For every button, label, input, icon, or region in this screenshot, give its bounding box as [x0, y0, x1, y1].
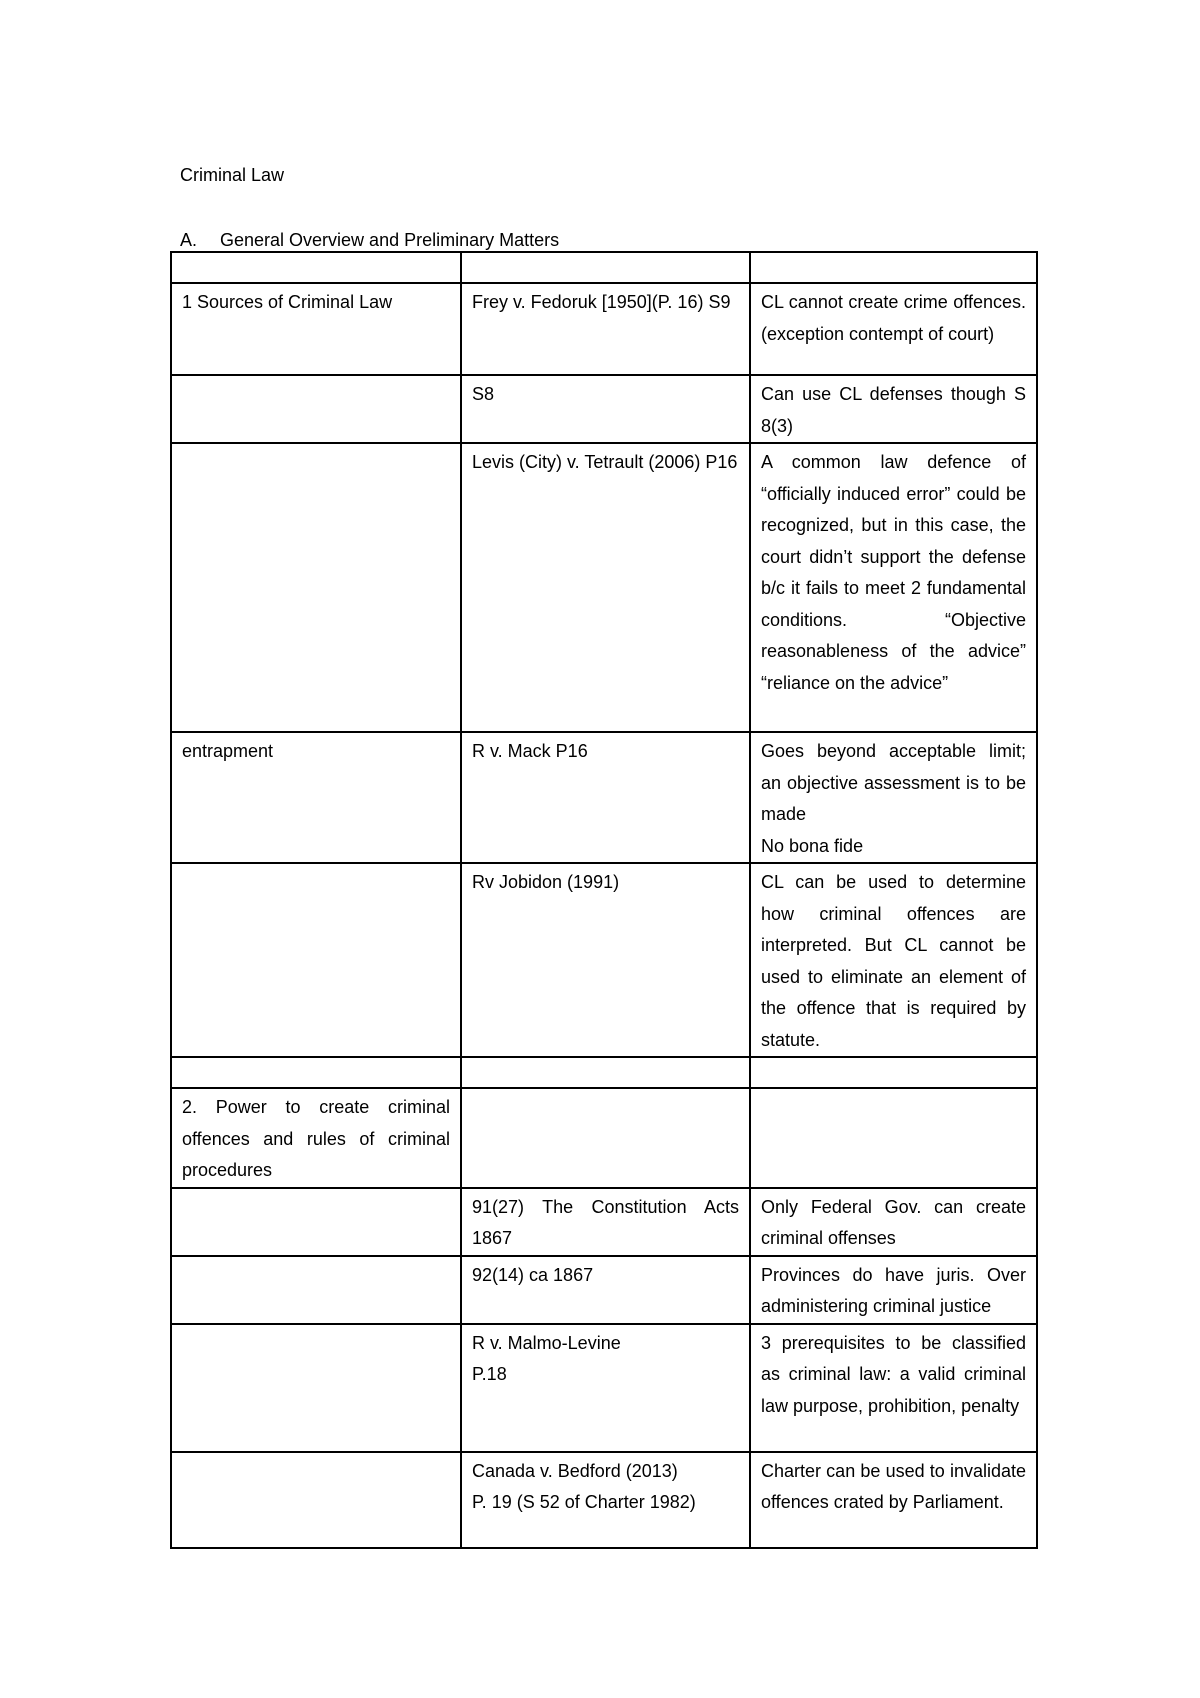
authority-cell: R v. Mack P16: [461, 732, 750, 863]
case-law-table: [170, 251, 1038, 1549]
table-row: [171, 1256, 1037, 1324]
topic-cell: 1 Sources of Criminal Law: [171, 283, 461, 375]
note-cell: CL cannot create crime offences. (exception contempt of court): [750, 283, 1037, 375]
authority-text: R v. Malmo-Levine: [472, 1332, 621, 1353]
note-cell: [750, 252, 1037, 283]
topic-cell: [171, 1188, 461, 1256]
topic-cell: [171, 443, 461, 732]
topic-cell: [171, 1452, 461, 1548]
table-row: [171, 1324, 1037, 1452]
topic-cell: [171, 863, 461, 1057]
authority-cell: 92(14) ca 1867: [461, 1256, 750, 1324]
table-row: [171, 252, 1037, 283]
authority-cell: 91(27) The Constitution Acts 1867: [461, 1188, 750, 1256]
topic-cell: entrapment: [171, 732, 461, 863]
table-row: [171, 1057, 1037, 1088]
authority-text: Canada v. Bedford (2013): [472, 1460, 678, 1481]
note-cell: Only Federal Gov. can create criminal offenses: [750, 1188, 1037, 1256]
note-cell: [750, 732, 1037, 863]
table-row: [171, 732, 1037, 863]
document-title: Criminal Law: [180, 165, 285, 185]
authority-cell: [461, 1452, 750, 1548]
table-row: [171, 1452, 1037, 1548]
note-cell: CL can be used to determine how criminal offences are interpreted. But CL cannot be used to eliminate an element of the offence that is required by statute.: [750, 863, 1037, 1057]
authority-cell: [461, 252, 750, 283]
topic-cell: [171, 1256, 461, 1324]
table-row: [171, 1088, 1037, 1188]
topic-cell: [171, 1057, 461, 1088]
note-cell: 3 prerequisites to be classified as criminal law: a valid criminal law purpose, prohibition, penalty: [750, 1324, 1037, 1452]
table-row: [171, 443, 1037, 732]
note-text: No bona fide: [761, 835, 864, 856]
authority-cell: [461, 1324, 750, 1452]
note-cell: Can use CL defenses though S 8(3): [750, 375, 1037, 443]
note-cell: Provinces do have juris. Over administering criminal justice: [750, 1256, 1037, 1324]
section-heading-text: General Overview and Preliminary Matters: [220, 230, 560, 250]
authority-cell: [461, 1057, 750, 1088]
note-text: Goes beyond acceptable limit; an objective assessment is to be made: [761, 741, 1026, 824]
section-letter: A.: [180, 230, 198, 250]
note-cell: [750, 1088, 1037, 1188]
authority-cell: Rv Jobidon (1991): [461, 863, 750, 1057]
authority-cell: Frey v. Fedoruk [1950](P. 16) S9: [461, 283, 750, 375]
note-cell: [750, 1057, 1037, 1088]
note-cell: A common law defence of “officially induced error” could be recognized, but in this case, the court didn’t support the defense b/c it fails to meet 2 fundamental conditions. “Objective reasonableness of the advice” “reliance on the advice”: [750, 443, 1037, 732]
authority-cell: [461, 1088, 750, 1188]
table-row: [171, 375, 1037, 443]
table-row: [171, 283, 1037, 375]
authority-cell: S8: [461, 375, 750, 443]
topic-cell: 2. Power to create criminal offences and rules of criminal procedures: [171, 1088, 461, 1188]
authority-text: P. 19 (S 52 of Charter 1982): [472, 1492, 696, 1512]
topic-cell: [171, 1324, 461, 1452]
authority-cell: Levis (City) v. Tetrault (2006) P16: [461, 443, 750, 732]
section-heading: [180, 229, 559, 251]
table-row: [171, 863, 1037, 1057]
table-row: [171, 1188, 1037, 1256]
note-cell: Charter can be used to invalidate offences crated by Parliament.: [750, 1452, 1037, 1548]
authority-text: P.18: [472, 1364, 507, 1384]
topic-cell: [171, 375, 461, 443]
topic-cell: [171, 252, 461, 283]
